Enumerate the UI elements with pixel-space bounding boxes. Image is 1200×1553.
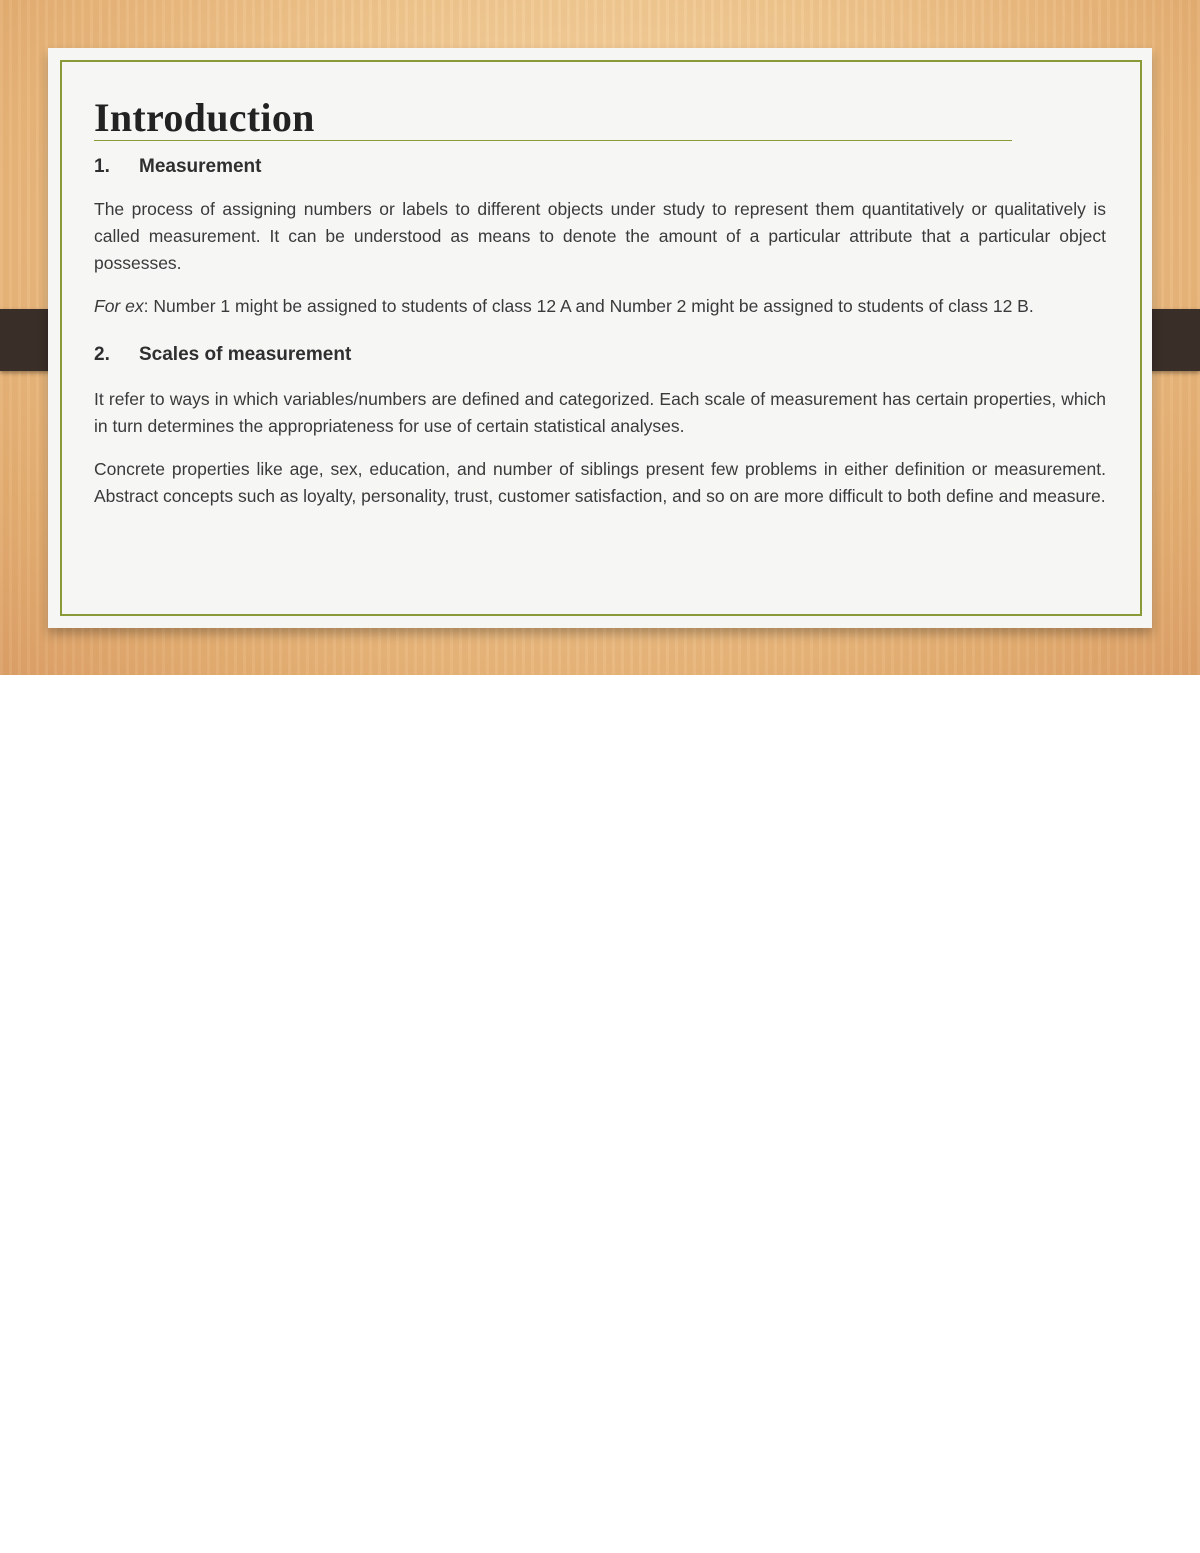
section-title: Measurement (139, 156, 262, 177)
scales-concepts: Concrete properties like age, sex, education, and number of siblings present few problems in either definition or measurement. Abstract concepts such as loyalty, personality, trust, customer satisfaction, and so on are more difficult to both define and measure. (94, 459, 1106, 506)
section-heading-measurement (94, 156, 1106, 178)
title-underline (94, 140, 1012, 141)
measurement-example (94, 293, 1106, 320)
section-heading-scales (94, 344, 1106, 366)
section-title: Scales of measurement (139, 344, 352, 365)
example-prefix: For ex (94, 296, 144, 316)
measurement-definition: The process of assigning numbers or labels to different objects under study to represent them quantitatively or qualitatively is called measurement. It can be understood as means to denote the amount of a particular attribute that a particular object possesses. (94, 199, 1106, 273)
section-number: 1. (94, 156, 110, 177)
section-number: 2. (94, 344, 110, 365)
slide (0, 0, 1200, 675)
scales-definition: It refer to ways in which variables/numbers are defined and categorized. Each scale of measurement has certain properties, which in turn determines the appropriateness for use of certain statistical analyses. (94, 389, 1106, 436)
slide-content (94, 96, 1106, 510)
example-text: : Number 1 might be assigned to students of class 12 A and Number 2 might be assigned to students of class 12 B. (143, 296, 1034, 316)
content-card (48, 48, 1152, 628)
slide-title: Introduction (94, 95, 315, 140)
